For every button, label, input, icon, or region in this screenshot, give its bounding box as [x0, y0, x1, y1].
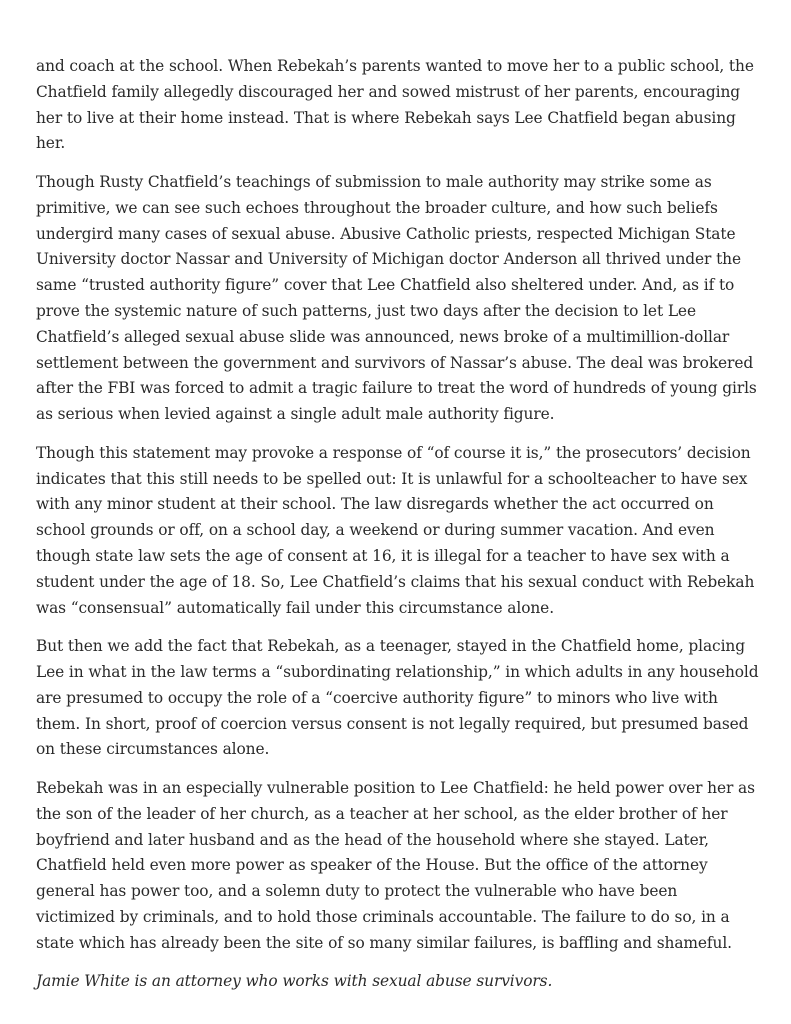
- paragraph: Rebekah was in an especially vulnerable position to Lee Chatfield: he held power over her as the son of the leader of her church, as a teacher at her school, as the elder brother of her boyfriend and later husband and as the head of the household where she stayed. Later, Chatfield held even more power as speaker of the House. But the office of the attorney general has power too, and a solemn duty to protect the vulnerable who have been victimized by criminals, and to hold those criminals accountable. The failure to do so, in a state which has already been the site of so many similar failures, is baffling and shameful.: [36, 778, 755, 952]
- author-byline: Jamie White is an attorney who works with sexual abuse survivors.: [36, 972, 553, 991]
- article-body: [36, 54, 760, 1008]
- paragraph: But then we add the fact that Rebekah, as a teenager, stayed in the Chatfield home, placing Lee in what in the law terms a “subordinating relationship,” in which adults in any household are presumed to occupy the role of a “coercive authority figure” to minors who live with them. In short, proof of coercion versus consent is not legally required, but presumed based on these circumstances alone.: [36, 637, 759, 759]
- paragraph: Though this statement may provoke a response of “of course it is,” the prosecutors’ decision indicates that this still needs to be spelled out: It is unlawful for a schoolteacher to have sex with any minor student at their school. The law disregards whether the act occurred on school grounds or off, on a school day, a weekend or during summer vacation. And even though state law sets the age of consent at 16, it is illegal for a teacher to have sex with a student under the age of 18. So, Lee Chatfield’s claims that his sexual conduct with Rebekah was “consensual” automatically fail under this circumstance alone.: [36, 443, 755, 617]
- paragraph: Though Rusty Chatfield’s teachings of submission to male authority may strike some as primitive, we can see such echoes throughout the broader culture, and how such beliefs undergird many cases of sexual abuse. Abusive Catholic priests, respected Michigan State University doctor Nassar and University of Michigan doctor Anderson all thrived under the same “trusted authority figure” cover that Lee Chatfield also sheltered under. And, as if to prove the systemic nature of such patterns, just two days after the decision to let Lee Chatfield’s alleged sexual abuse slide was announced, news broke of a multimillion-dollar settlement between the government and survivors of Nassar’s abuse. The deal was brokered after the FBI was forced to admit a tragic failure to treat the word of hundreds of young girls as serious when levied against a single adult male authority figure.: [36, 172, 757, 424]
- paragraph: and coach at the school. When Rebekah’s parents wanted to move her to a public school, the Chatfield family allegedly discouraged her and sowed mistrust of her parents, encouraging her to live at their home instead. That is where Rebekah says Lee Chatfield began abusing her.: [36, 57, 754, 153]
